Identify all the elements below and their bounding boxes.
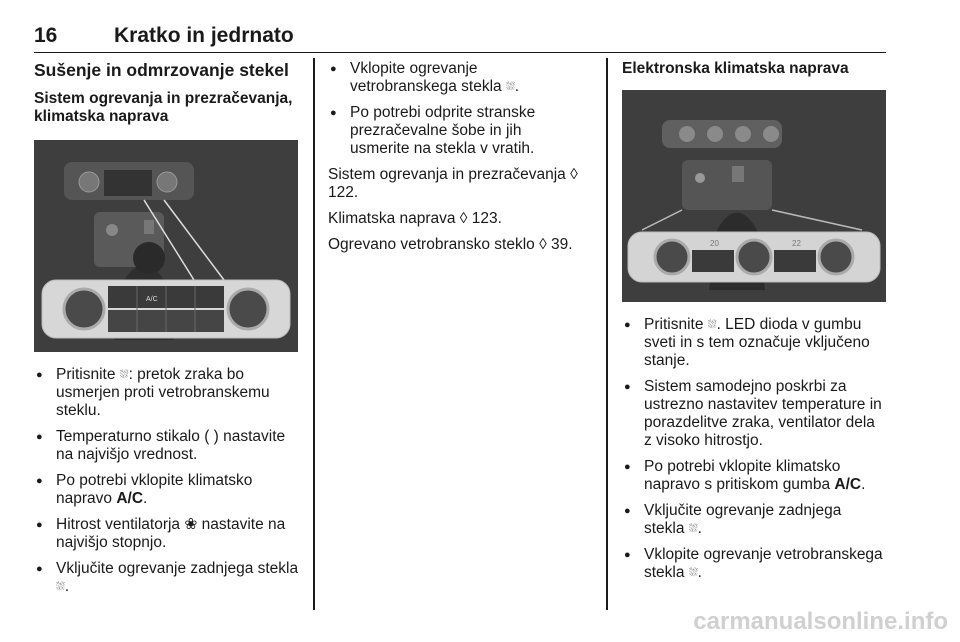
column-3 (622, 60, 886, 590)
windshield-heat-icon: ⛆ (688, 567, 698, 579)
column-divider (606, 58, 608, 610)
subsection-heading: Elektronska klimatska naprava (622, 60, 849, 77)
list-item: ● Pritisnite ⛆: pretok zraka bo usmerjen proti vetrobranskemu steklu. (34, 366, 300, 420)
instruction-list (328, 60, 584, 158)
fan-icon: ❀ (184, 516, 198, 533)
list-item: ● Vklopite ogrevanje vetrobranskega stekla ⛆. (622, 546, 886, 582)
page-number: 16 (34, 24, 58, 47)
list-item: ● Po potrebi vklopite klimatsko napravo A/C. (34, 472, 300, 508)
page-header (34, 24, 886, 53)
column-divider (313, 58, 315, 610)
ac-label: A/C (834, 476, 862, 493)
instruction-list (34, 366, 300, 596)
list-item: ● Pritisnite ⛆. LED dioda v gumbu sveti in s tem označuje vključeno stanje. (622, 316, 886, 370)
list-item: ● Vključite ogrevanje zadnjega stekla ⛆. (34, 560, 300, 596)
cross-reference: Sistem ogrevanja in prezračevanja ◊ 122. (328, 166, 578, 201)
chapter-title: Kratko in jedrnato (114, 24, 294, 47)
list-item: ● Vklopite ogrevanje vetrobranskega stekla ⛆. (328, 60, 584, 96)
windshield-heat-icon: ⛆ (505, 81, 515, 93)
list-item: ● Po potrebi odprite stranske prezračevalne šobe in jih usmerite na stekla v vratih. (328, 104, 584, 158)
subsection-heading: Sistem ogrevanja in prezračevanja, klimatska naprava (34, 90, 293, 125)
list-item: ● Temperaturno stikalo ( ) nastavite na najvišjo vrednost. (34, 428, 300, 464)
rear-window-heat-icon: ⛆ (56, 581, 65, 593)
cross-reference: Klimatska naprava ◊ 123. (328, 210, 502, 227)
rear-window-heat-icon: ⛆ (688, 523, 698, 535)
column-1 (34, 60, 300, 604)
list-item: ● Hitrost ventilatorja ❀ nastavite na najvišjo stopnjo. (34, 516, 300, 552)
climate-control-photo (34, 140, 298, 352)
svg-text:A/C: A/C (146, 296, 158, 303)
list-item: ● Po potrebi vklopite klimatsko napravo s pritiskom gumba A/C. (622, 458, 886, 494)
list-item: ● Sistem samodejno poskrbi za ustrezno nastavitev temperature in porazdelitve zraka, ventilator dela z visoko hitrostjo. (622, 378, 886, 450)
temperature-switch-icon: ( ) (204, 428, 219, 445)
temp-right-label: 22 (792, 239, 801, 248)
windshield-air-icon: ⛆ (119, 369, 129, 381)
section-heading: Sušenje in odmrzovanje stekel (34, 60, 289, 80)
instruction-list (622, 316, 886, 582)
ac-label: A/C (116, 490, 144, 507)
watermark: carmanualsonline.info (693, 608, 948, 635)
column-2 (328, 60, 584, 262)
max-defrost-icon: ⛆ (707, 319, 717, 331)
temp-left-label: 20 (710, 239, 719, 248)
electronic-climate-control-photo (622, 90, 886, 302)
list-item: ● Vključite ogrevanje zadnjega stekla ⛆. (622, 502, 886, 538)
cross-reference: Ogrevano vetrobransko steklo ◊ 39. (328, 236, 573, 253)
